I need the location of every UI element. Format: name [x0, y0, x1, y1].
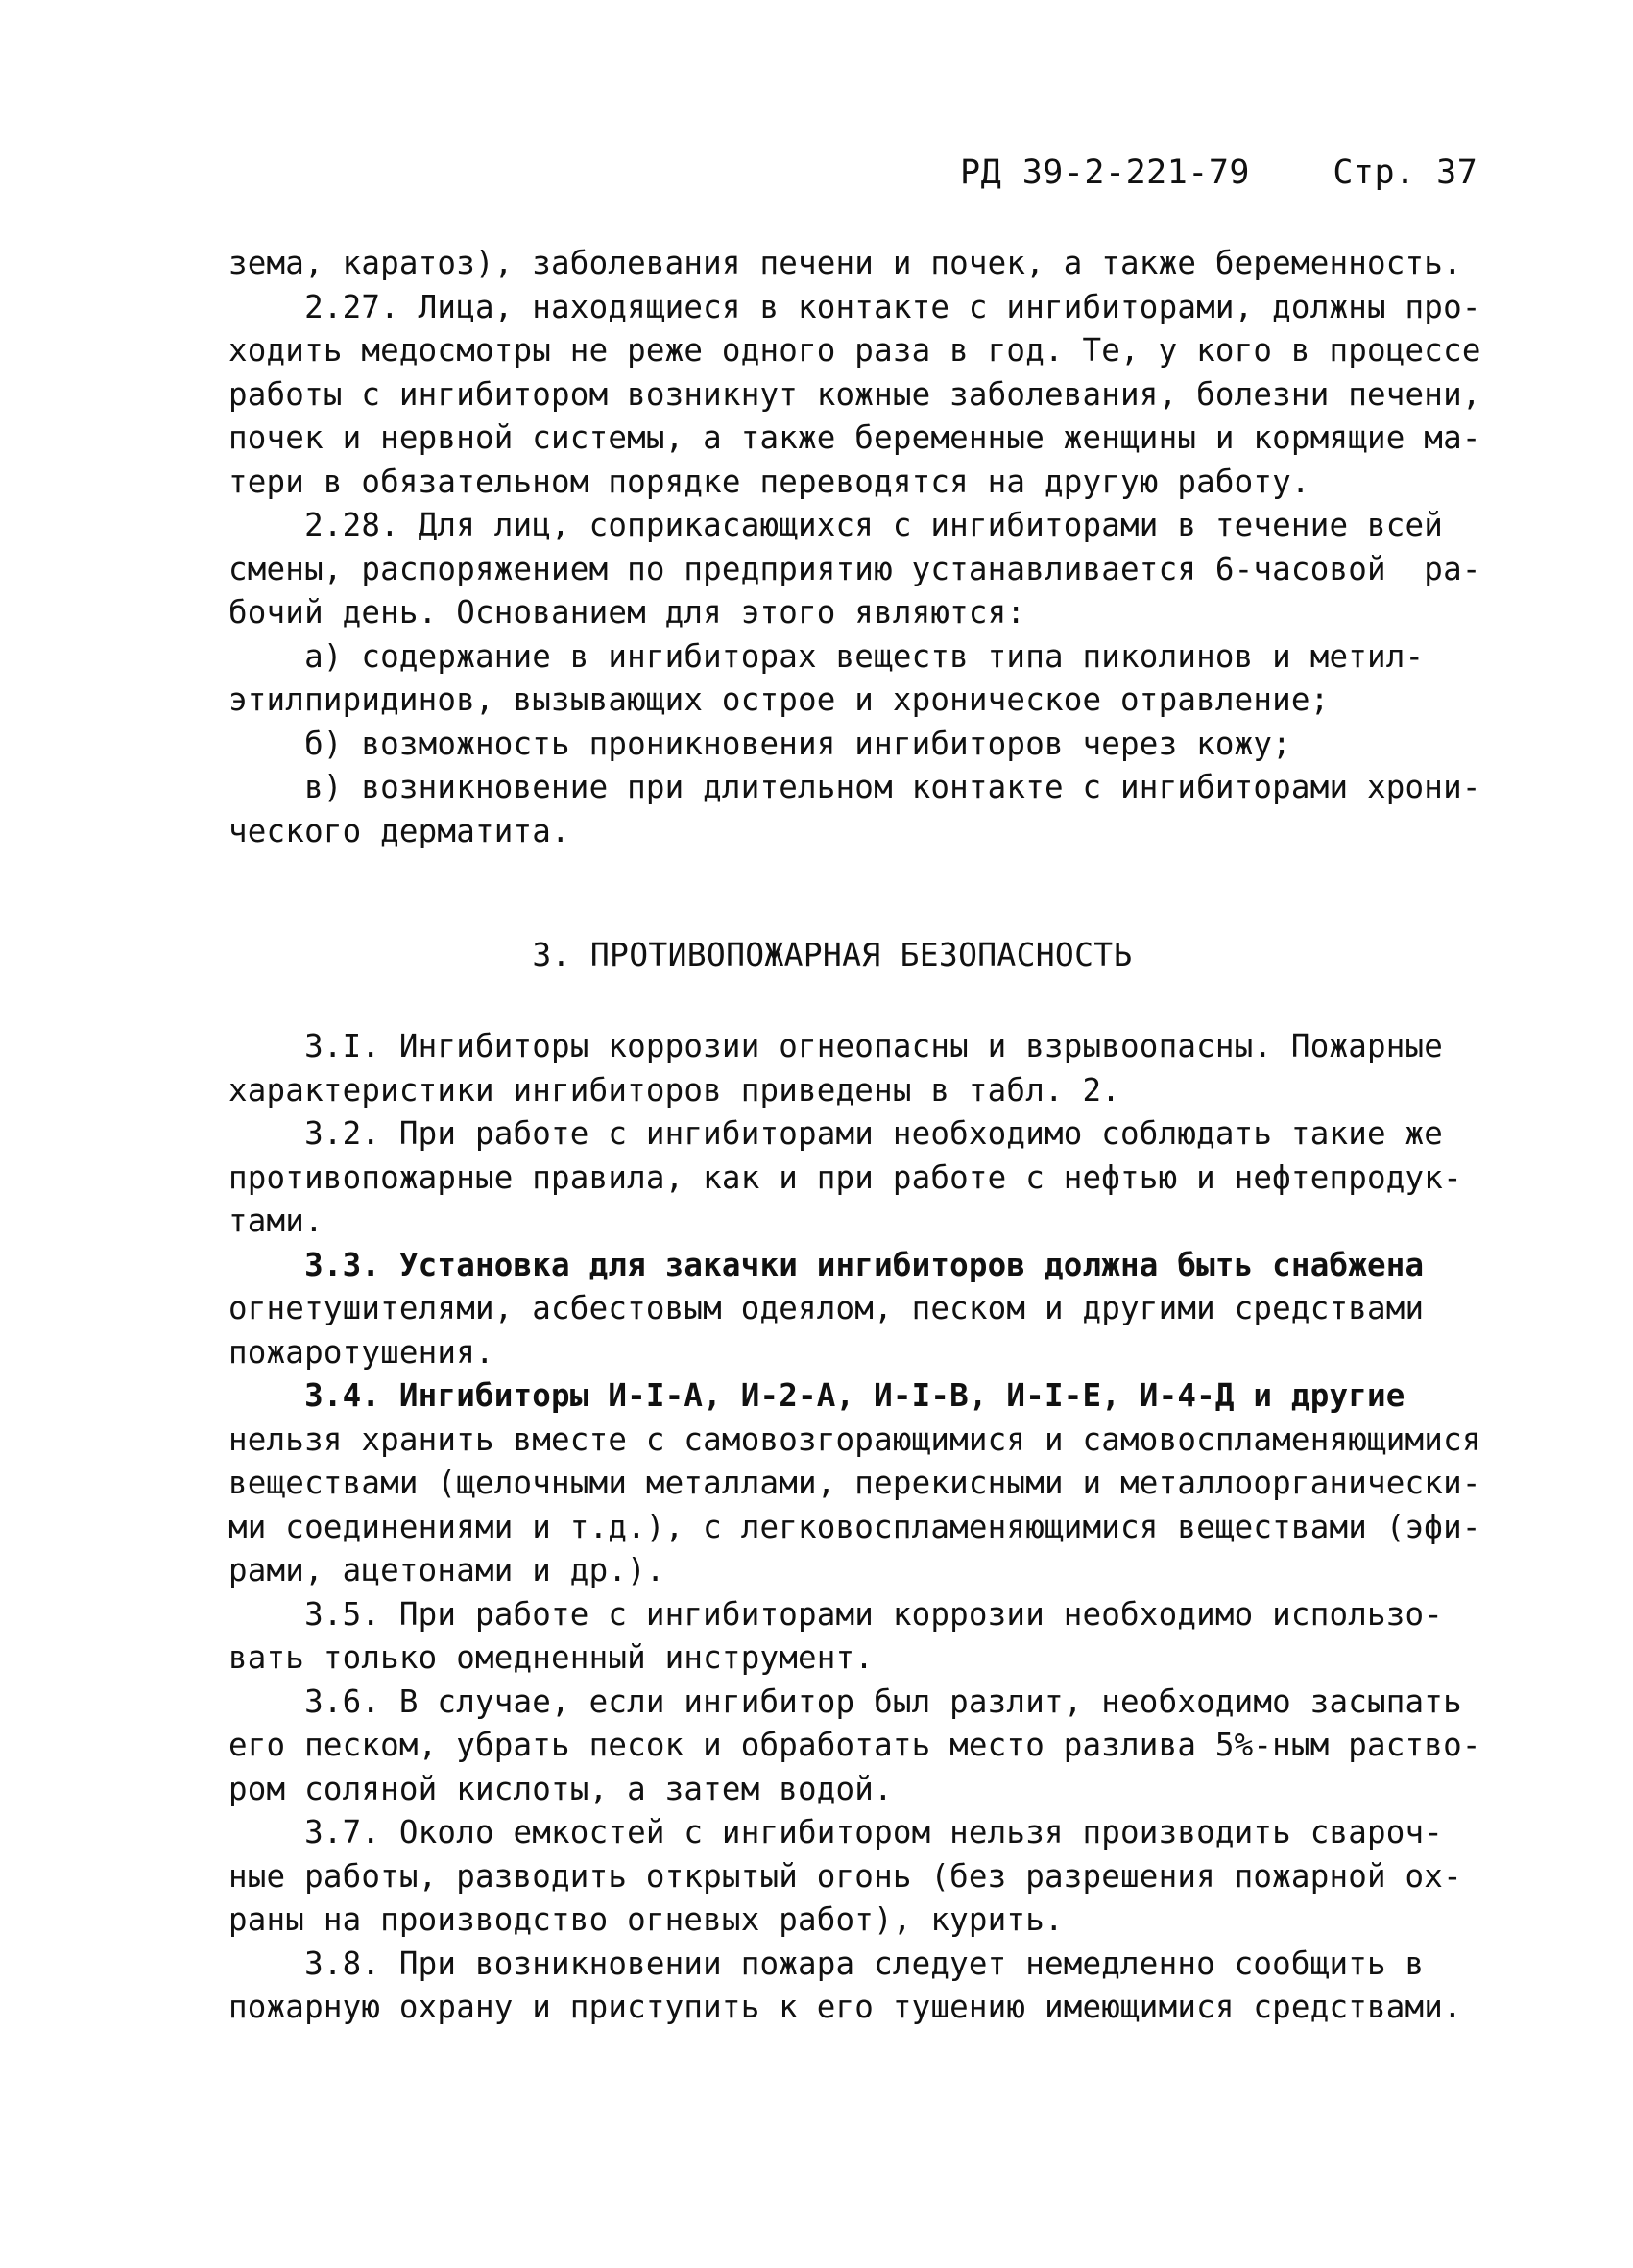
list-item-v: в) возникновение при длительном контакте с ингибиторами хрони- [228, 769, 1481, 805]
text-line: бочий день. Основанием для этого являются: [228, 594, 1026, 631]
text-line: ные работы, разводить открытый огонь (без разрешения пожарной ох- [228, 1857, 1462, 1895]
text-line: ходить медосмотры не реже одного раза в год. Те, у кого в процессе [228, 332, 1481, 369]
paragraph-3-5: 3.5. При работе с ингибиторами коррозии необходимо использо- [228, 1595, 1444, 1633]
text-line: этилпиридинов, вызывающих острое и хроническое отравление; [228, 681, 1330, 718]
document-code: РД 39-2-221-79 [960, 154, 1251, 192]
text-line: работы с ингибитором возникнут кожные заболевания, болезни печени, [228, 375, 1481, 413]
text-line: тами. [228, 1203, 324, 1239]
section-2-continuation [228, 242, 1481, 853]
text-line: огнетушителями, асбестовым одеялом, песком и другими средствами [228, 1290, 1425, 1326]
text-line: зема, каратоз), заболевания печени и почек, а также беременность. [228, 245, 1462, 281]
text-line: веществами (щелочными металлами, перекисными и металлоорганически- [228, 1465, 1481, 1501]
text-line: нельзя хранить вместе с самовозгорающимися и самовоспламеняющимися [228, 1420, 1481, 1458]
text-line: вать только омедненный инструмент. [228, 1639, 875, 1676]
section-3-body [228, 1025, 1481, 2030]
text-line: его песком, убрать песок и обработать место разлива 5%-ным раство- [228, 1727, 1481, 1763]
text-line: почек и нервной системы, а также беременные женщины и кормящие ма- [228, 419, 1481, 456]
text-line: ром соляной кислоты, а затем водой. [228, 1770, 893, 1807]
paragraph-3-2: 3.2. При работе с ингибиторами необходимо соблюдать такие же [228, 1115, 1444, 1152]
text-line: тери в обязательном порядке переводятся на другую работу. [228, 463, 1310, 500]
paragraph-3-6: 3.6. В случае, если ингибитор был разлит, необходимо засыпать [228, 1683, 1462, 1720]
list-item-a: а) содержание в ингибиторах веществ типа пиколинов и метил- [228, 637, 1425, 675]
text-line: рами, ацетонами и др.). [228, 1552, 665, 1588]
list-item-b: б) возможность проникновения ингибиторов через кожу; [228, 725, 1291, 762]
text-line: раны на производство огневых работ), курить. [228, 1901, 1064, 1938]
section-3-title: 3. ПРОТИВОПОЖАРНАЯ БЕЗОПАСНОСТЬ [532, 936, 1133, 973]
page-header [960, 154, 1478, 192]
text-line: характеристики ингибиторов приведены в табл. 2. [228, 1071, 1121, 1109]
text-line: ческого дерматита. [228, 812, 570, 849]
paragraph-3-4: 3.4. Ингибиторы И-I-А, И-2-А, И-I-В, И-I-Е, И-4-Д и другие [228, 1377, 1405, 1414]
page-number: Стр. 37 [1333, 154, 1478, 192]
text-line: смены, распоряжением по предприятию устанавливается 6-часовой ра- [228, 550, 1481, 587]
paragraph-3-3: 3.3. Установка для закачки ингибиторов должна быть снабжена [228, 1246, 1425, 1283]
paragraph-3-1: 3.I. Ингибиторы коррозии огнеопасны и взрывоопасны. Пожарные [228, 1028, 1444, 1064]
paragraph-2-27: 2.27. Лица, находящиеся в контакте с ингибиторами, должны про- [228, 288, 1481, 325]
text-line: ми соединениями и т.д.), с легковоспламеняющимися веществами (эфи- [228, 1508, 1481, 1545]
text-line: пожарную охрану и приступить к его тушению имеющимися средствами. [228, 1989, 1462, 2025]
paragraph-3-8: 3.8. При возникновении пожара следует немедленно сообщить в [228, 1945, 1425, 1982]
paragraph-3-7: 3.7. Около емкостей с ингибитором нельзя производить свароч- [228, 1814, 1444, 1850]
text-line: противопожарные правила, как и при работе с нефтью и нефтепродук- [228, 1158, 1462, 1196]
paragraph-2-28: 2.28. Для лиц, соприкасающихся с ингибиторами в течение всей [228, 507, 1444, 543]
text-line: пожаротушения. [228, 1333, 494, 1371]
